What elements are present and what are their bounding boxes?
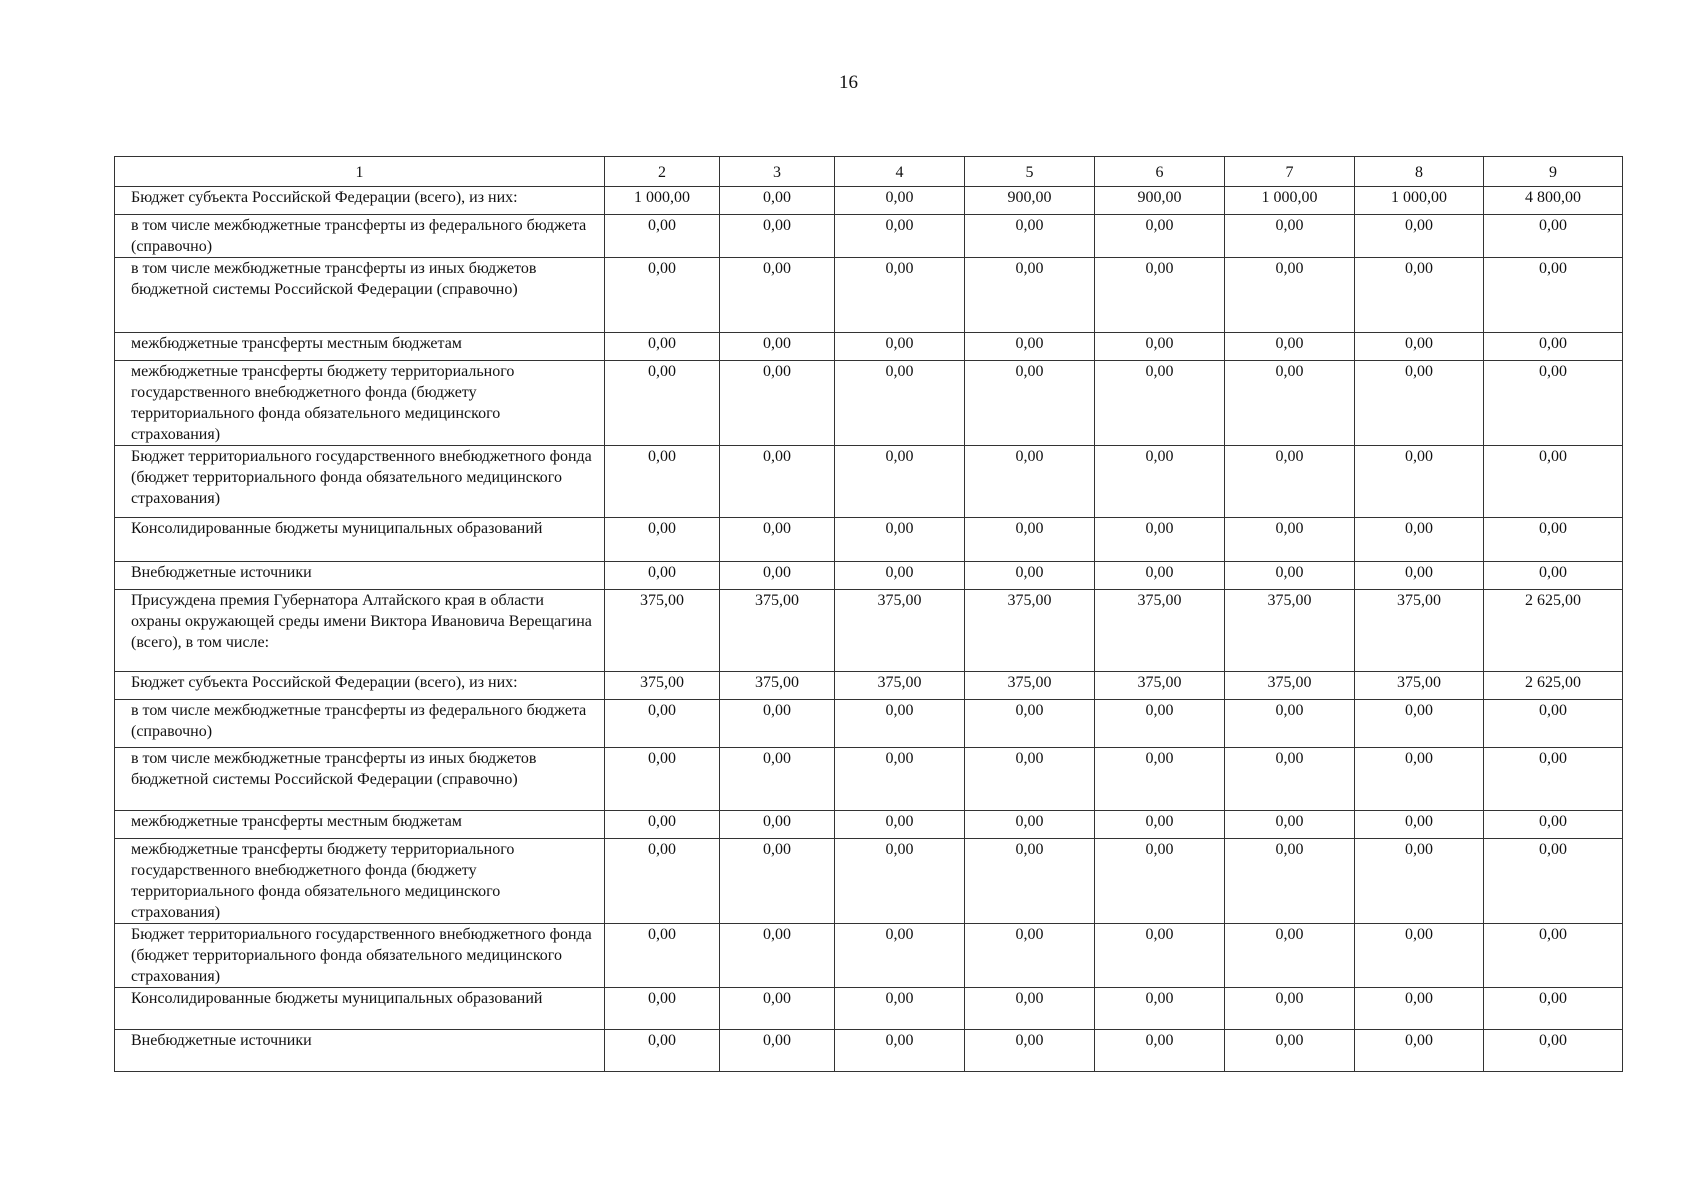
- value-cell-col-7: 0,00: [1225, 333, 1355, 361]
- value-cell-col-5: 0,00: [965, 258, 1095, 333]
- value-cell-col-3: 0,00: [720, 333, 835, 361]
- value-cell-col-9: 0,00: [1484, 562, 1623, 590]
- value-cell-col-5: 0,00: [965, 333, 1095, 361]
- value-cell-col-7: 1 000,00: [1225, 187, 1355, 215]
- value-cell-col-7: 0,00: [1225, 258, 1355, 333]
- value-cell-col-4: 375,00: [835, 672, 965, 700]
- value-cell-col-4: 0,00: [835, 988, 965, 1030]
- value-cell-col-5: 0,00: [965, 1030, 1095, 1072]
- value-cell-col-2: 0,00: [605, 748, 720, 811]
- value-cell-col-4: 0,00: [835, 215, 965, 258]
- value-cell-col-2: 0,00: [605, 518, 720, 562]
- column-header-2: 2: [605, 157, 720, 187]
- value-cell-col-8: 0,00: [1355, 215, 1484, 258]
- value-cell-col-3: 375,00: [720, 672, 835, 700]
- value-cell-col-2: 0,00: [605, 924, 720, 988]
- value-cell-col-9: 0,00: [1484, 518, 1623, 562]
- value-cell-col-8: 0,00: [1355, 258, 1484, 333]
- value-cell-col-3: 0,00: [720, 924, 835, 988]
- value-cell-col-2: 0,00: [605, 215, 720, 258]
- value-cell-col-9: 0,00: [1484, 811, 1623, 839]
- value-cell-col-6: 0,00: [1095, 446, 1225, 518]
- value-cell-col-3: 0,00: [720, 518, 835, 562]
- table-row: [115, 333, 1623, 361]
- value-cell-col-3: 0,00: [720, 215, 835, 258]
- value-cell-col-6: 0,00: [1095, 700, 1225, 748]
- value-cell-col-3: 375,00: [720, 590, 835, 672]
- value-cell-col-4: 0,00: [835, 361, 965, 446]
- value-cell-col-8: 0,00: [1355, 518, 1484, 562]
- table-row: [115, 988, 1623, 1030]
- value-cell-col-9: 0,00: [1484, 1030, 1623, 1072]
- row-label: Внебюджетные источники: [115, 562, 605, 590]
- value-cell-col-4: 0,00: [835, 924, 965, 988]
- value-cell-col-7: 0,00: [1225, 748, 1355, 811]
- value-cell-col-7: 0,00: [1225, 518, 1355, 562]
- table-row: [115, 748, 1623, 811]
- column-header-8: 8: [1355, 157, 1484, 187]
- table-row: [115, 215, 1623, 258]
- row-label: в том числе межбюджетные трансферты из иных бюджетов бюджетной системы Российской Федерации (справочно): [115, 748, 605, 811]
- value-cell-col-2: 375,00: [605, 672, 720, 700]
- value-cell-col-6: 0,00: [1095, 748, 1225, 811]
- column-header-4: 4: [835, 157, 965, 187]
- column-header-5: 5: [965, 157, 1095, 187]
- value-cell-col-8: 0,00: [1355, 700, 1484, 748]
- value-cell-col-2: 0,00: [605, 700, 720, 748]
- value-cell-col-6: 0,00: [1095, 839, 1225, 924]
- header-row: [115, 157, 1623, 187]
- value-cell-col-5: 0,00: [965, 215, 1095, 258]
- value-cell-col-2: 0,00: [605, 988, 720, 1030]
- row-label: Консолидированные бюджеты муниципальных образований: [115, 988, 605, 1030]
- value-cell-col-2: 1 000,00: [605, 187, 720, 215]
- value-cell-col-2: 375,00: [605, 590, 720, 672]
- column-header-6: 6: [1095, 157, 1225, 187]
- value-cell-col-3: 0,00: [720, 839, 835, 924]
- value-cell-col-4: 375,00: [835, 590, 965, 672]
- value-cell-col-8: 0,00: [1355, 1030, 1484, 1072]
- value-cell-col-6: 0,00: [1095, 258, 1225, 333]
- row-label: Бюджет территориального государственного внебюджетного фонда (бюджет территориального фонда обязательного медицинского страхования): [115, 924, 605, 988]
- value-cell-col-2: 0,00: [605, 333, 720, 361]
- value-cell-col-8: 0,00: [1355, 333, 1484, 361]
- value-cell-col-3: 0,00: [720, 446, 835, 518]
- value-cell-col-9: 0,00: [1484, 258, 1623, 333]
- value-cell-col-2: 0,00: [605, 839, 720, 924]
- value-cell-col-7: 0,00: [1225, 215, 1355, 258]
- table-row: [115, 361, 1623, 446]
- value-cell-col-2: 0,00: [605, 361, 720, 446]
- value-cell-col-9: 0,00: [1484, 839, 1623, 924]
- value-cell-col-6: 0,00: [1095, 215, 1225, 258]
- value-cell-col-7: 375,00: [1225, 672, 1355, 700]
- row-label: межбюджетные трансферты бюджету территориального государственного внебюджетного фонда (бюджету территориального фонда обязательного медицинского страхования): [115, 839, 605, 924]
- row-label: Присуждена премия Губернатора Алтайского края в области охраны окружающей среды имени Виктора Ивановича Верещагина (всего), в том числе:: [115, 590, 605, 672]
- value-cell-col-6: 375,00: [1095, 590, 1225, 672]
- value-cell-col-4: 0,00: [835, 700, 965, 748]
- row-label: в том числе межбюджетные трансферты из федерального бюджета (справочно): [115, 700, 605, 748]
- value-cell-col-4: 0,00: [835, 333, 965, 361]
- table-row: [115, 590, 1623, 672]
- value-cell-col-2: 0,00: [605, 258, 720, 333]
- value-cell-col-5: 0,00: [965, 988, 1095, 1030]
- row-label: в том числе межбюджетные трансферты из иных бюджетов бюджетной системы Российской Федерации (справочно): [115, 258, 605, 333]
- value-cell-col-3: 0,00: [720, 361, 835, 446]
- table-row: [115, 839, 1623, 924]
- value-cell-col-5: 0,00: [965, 562, 1095, 590]
- row-label: межбюджетные трансферты местным бюджетам: [115, 811, 605, 839]
- column-header-9: 9: [1484, 157, 1623, 187]
- value-cell-col-7: 0,00: [1225, 1030, 1355, 1072]
- value-cell-col-5: 375,00: [965, 590, 1095, 672]
- value-cell-col-6: 0,00: [1095, 988, 1225, 1030]
- table-row: [115, 187, 1623, 215]
- value-cell-col-3: 0,00: [720, 811, 835, 839]
- table-row: [115, 672, 1623, 700]
- value-cell-col-9: 0,00: [1484, 700, 1623, 748]
- value-cell-col-7: 0,00: [1225, 562, 1355, 590]
- value-cell-col-4: 0,00: [835, 839, 965, 924]
- value-cell-col-9: 0,00: [1484, 361, 1623, 446]
- value-cell-col-4: 0,00: [835, 811, 965, 839]
- table-row: [115, 562, 1623, 590]
- row-label: межбюджетные трансферты местным бюджетам: [115, 333, 605, 361]
- value-cell-col-6: 0,00: [1095, 1030, 1225, 1072]
- column-header-7: 7: [1225, 157, 1355, 187]
- value-cell-col-7: 0,00: [1225, 446, 1355, 518]
- value-cell-col-4: 0,00: [835, 748, 965, 811]
- row-label: в том числе межбюджетные трансферты из федерального бюджета (справочно): [115, 215, 605, 258]
- value-cell-col-7: 0,00: [1225, 811, 1355, 839]
- value-cell-col-3: 0,00: [720, 748, 835, 811]
- value-cell-col-8: 0,00: [1355, 748, 1484, 811]
- table-row: [115, 811, 1623, 839]
- value-cell-col-9: 4 800,00: [1484, 187, 1623, 215]
- value-cell-col-8: 375,00: [1355, 672, 1484, 700]
- row-label: Бюджет субъекта Российской Федерации (всего), из них:: [115, 672, 605, 700]
- value-cell-col-4: 0,00: [835, 258, 965, 333]
- value-cell-col-4: 0,00: [835, 518, 965, 562]
- value-cell-col-2: 0,00: [605, 1030, 720, 1072]
- value-cell-col-7: 0,00: [1225, 839, 1355, 924]
- page-number: 16: [839, 72, 858, 93]
- value-cell-col-8: 0,00: [1355, 924, 1484, 988]
- table-row: [115, 518, 1623, 562]
- value-cell-col-9: 0,00: [1484, 748, 1623, 811]
- value-cell-col-9: 0,00: [1484, 333, 1623, 361]
- value-cell-col-6: 900,00: [1095, 187, 1225, 215]
- value-cell-col-4: 0,00: [835, 187, 965, 215]
- value-cell-col-6: 0,00: [1095, 562, 1225, 590]
- value-cell-col-3: 0,00: [720, 700, 835, 748]
- value-cell-col-6: 0,00: [1095, 518, 1225, 562]
- value-cell-col-6: 375,00: [1095, 672, 1225, 700]
- table-header: [115, 157, 1623, 187]
- value-cell-col-7: 0,00: [1225, 361, 1355, 446]
- value-cell-col-6: 0,00: [1095, 811, 1225, 839]
- value-cell-col-8: 0,00: [1355, 839, 1484, 924]
- row-label: Консолидированные бюджеты муниципальных образований: [115, 518, 605, 562]
- value-cell-col-5: 0,00: [965, 700, 1095, 748]
- value-cell-col-7: 0,00: [1225, 988, 1355, 1030]
- value-cell-col-8: 0,00: [1355, 361, 1484, 446]
- value-cell-col-5: 0,00: [965, 361, 1095, 446]
- table-row: [115, 446, 1623, 518]
- value-cell-col-5: 0,00: [965, 446, 1095, 518]
- value-cell-col-3: 0,00: [720, 187, 835, 215]
- value-cell-col-7: 0,00: [1225, 700, 1355, 748]
- table-row: [115, 258, 1623, 333]
- value-cell-col-7: 375,00: [1225, 590, 1355, 672]
- value-cell-col-8: 0,00: [1355, 811, 1484, 839]
- value-cell-col-5: 375,00: [965, 672, 1095, 700]
- value-cell-col-2: 0,00: [605, 562, 720, 590]
- value-cell-col-3: 0,00: [720, 258, 835, 333]
- row-label: межбюджетные трансферты бюджету территориального государственного внебюджетного фонда (бюджету территориального фонда обязательного медицинского страхования): [115, 361, 605, 446]
- value-cell-col-7: 0,00: [1225, 924, 1355, 988]
- value-cell-col-5: 0,00: [965, 924, 1095, 988]
- value-cell-col-8: 0,00: [1355, 562, 1484, 590]
- value-cell-col-2: 0,00: [605, 811, 720, 839]
- value-cell-col-4: 0,00: [835, 446, 965, 518]
- budget-table: [114, 156, 1623, 1072]
- value-cell-col-5: 0,00: [965, 748, 1095, 811]
- value-cell-col-9: 0,00: [1484, 215, 1623, 258]
- value-cell-col-4: 0,00: [835, 562, 965, 590]
- value-cell-col-5: 900,00: [965, 187, 1095, 215]
- table-row: [115, 924, 1623, 988]
- value-cell-col-2: 0,00: [605, 446, 720, 518]
- value-cell-col-8: 375,00: [1355, 590, 1484, 672]
- row-label: Бюджет территориального государственного внебюджетного фонда (бюджет территориального фонда обязательного медицинского страхования): [115, 446, 605, 518]
- table-row: [115, 700, 1623, 748]
- column-header-3: 3: [720, 157, 835, 187]
- value-cell-col-8: 0,00: [1355, 988, 1484, 1030]
- row-label: Бюджет субъекта Российской Федерации (всего), из них:: [115, 187, 605, 215]
- value-cell-col-3: 0,00: [720, 562, 835, 590]
- value-cell-col-9: 2 625,00: [1484, 672, 1623, 700]
- value-cell-col-5: 0,00: [965, 839, 1095, 924]
- value-cell-col-3: 0,00: [720, 1030, 835, 1072]
- table-row: [115, 1030, 1623, 1072]
- table-body: [115, 187, 1623, 1072]
- value-cell-col-5: 0,00: [965, 811, 1095, 839]
- value-cell-col-8: 1 000,00: [1355, 187, 1484, 215]
- value-cell-col-4: 0,00: [835, 1030, 965, 1072]
- value-cell-col-9: 0,00: [1484, 924, 1623, 988]
- value-cell-col-6: 0,00: [1095, 924, 1225, 988]
- value-cell-col-3: 0,00: [720, 988, 835, 1030]
- value-cell-col-9: 0,00: [1484, 988, 1623, 1030]
- value-cell-col-6: 0,00: [1095, 361, 1225, 446]
- row-label: Внебюджетные источники: [115, 1030, 605, 1072]
- value-cell-col-9: 2 625,00: [1484, 590, 1623, 672]
- value-cell-col-9: 0,00: [1484, 446, 1623, 518]
- value-cell-col-5: 0,00: [965, 518, 1095, 562]
- value-cell-col-6: 0,00: [1095, 333, 1225, 361]
- value-cell-col-8: 0,00: [1355, 446, 1484, 518]
- column-header-1: 1: [115, 157, 605, 187]
